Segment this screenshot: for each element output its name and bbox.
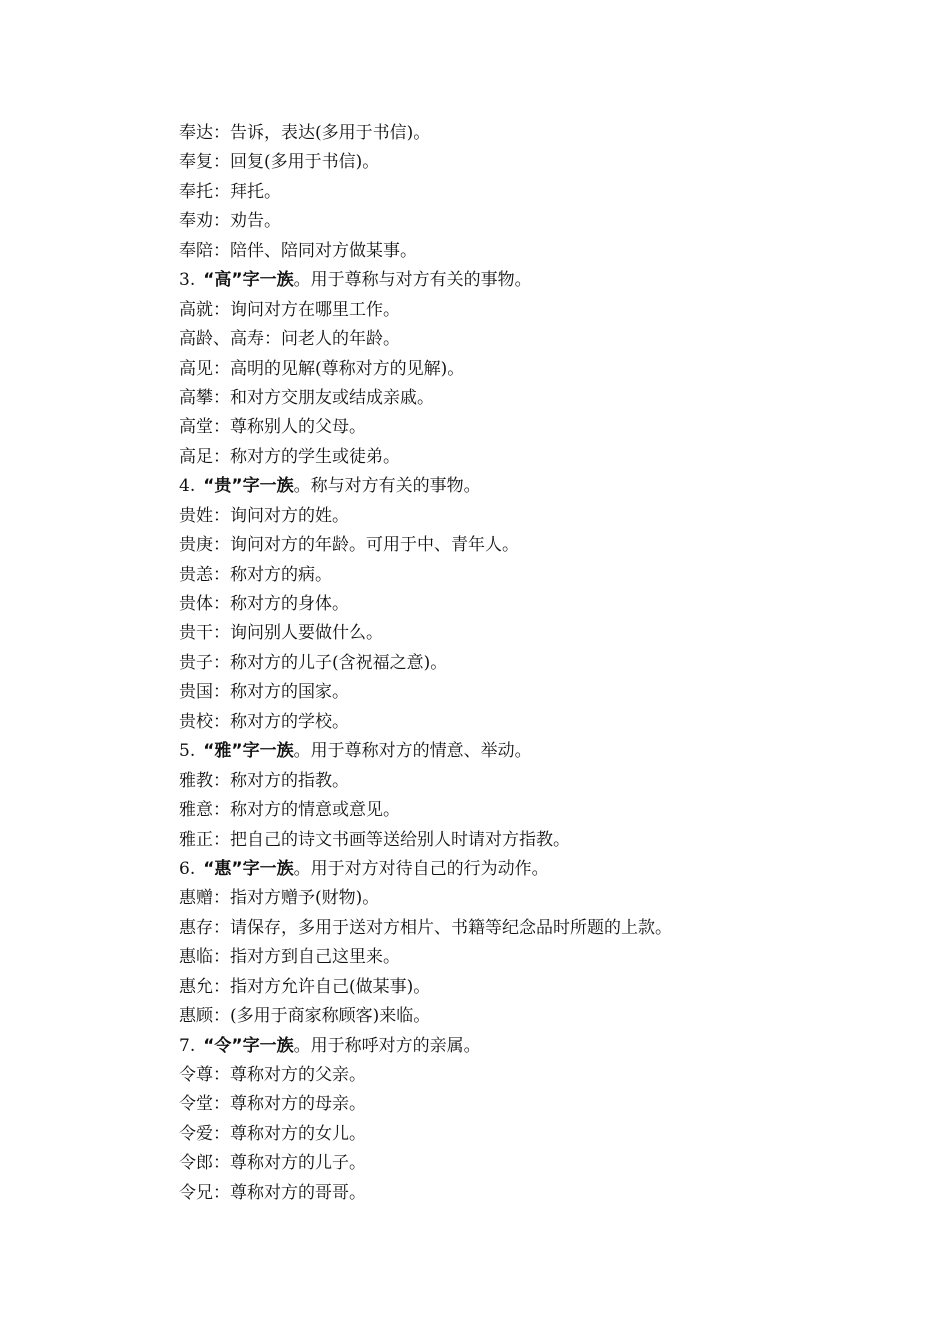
section-description: 。用于对方对待自己的行为动作。 <box>293 858 549 879</box>
section-number: 4. <box>179 476 196 497</box>
section-description: 。用于尊称与对方有关的事物。 <box>293 270 532 291</box>
definition-line: 贵姓：询问对方的姓。 <box>179 505 349 526</box>
definition-line: 惠临：指对方到自己这里来。 <box>179 947 400 968</box>
definition-line: 令尊：尊称对方的父亲。 <box>179 1065 366 1085</box>
definition-line: 贵子：称对方的儿子(含祝福之意)。 <box>179 652 448 673</box>
definition-line: 惠顾：(多用于商家称顾客)来临。 <box>179 1006 431 1027</box>
definition-line: 贵体：称对方的身体。 <box>179 594 349 614</box>
definition-line: 奉达：告诉，表达(多用于书信)。 <box>179 123 431 143</box>
definition-line: 高攀：和对方交朋友或结成亲戚。 <box>179 387 434 408</box>
section-description: 。用于称呼对方的亲属。 <box>293 1035 481 1056</box>
definition-line: 雅教：称对方的指教。 <box>179 770 349 791</box>
section-term: “高”字一族 <box>203 270 294 291</box>
definition-line: 高龄、高寿：问老人的年龄。 <box>179 329 400 350</box>
section-heading <box>179 1032 879 1061</box>
definition-line: 高见：高明的见解(尊称对方的见解)。 <box>179 358 465 379</box>
definition-line: 令堂：尊称对方的母亲。 <box>179 1094 366 1115</box>
section-number: 3. <box>179 270 196 291</box>
definition-line: 奉托：拜托。 <box>179 181 281 202</box>
definition-line: 高足：称对方的学生或徒弟。 <box>179 446 400 467</box>
definition-line: 雅意：称对方的情意或意见。 <box>179 800 400 821</box>
document-body <box>179 119 879 1208</box>
section-heading <box>179 737 879 766</box>
section-heading <box>179 472 879 501</box>
section-term: “雅”字一族 <box>203 741 294 762</box>
definition-line: 惠允：指对方允许自己(做某事)。 <box>179 976 431 997</box>
definition-line: 令爱：尊称对方的女儿。 <box>179 1123 366 1144</box>
definition-line: 贵庚：询问对方的年龄。可用于中、青年人。 <box>179 535 519 556</box>
section-description: 。用于尊称对方的情意、举动。 <box>293 741 532 762</box>
section-term: “惠”字一族 <box>203 858 294 879</box>
section-heading <box>179 266 879 295</box>
section-term: “令”字一族 <box>203 1035 294 1056</box>
definition-line: 高堂：尊称别人的父母。 <box>179 417 366 438</box>
definition-line: 令郎：尊称对方的儿子。 <box>179 1153 366 1174</box>
section-heading <box>179 855 879 884</box>
definition-line: 惠存：请保存，多用于送对方相片、书籍等纪念品时所题的上款。 <box>179 917 672 938</box>
definition-line: 雅正：把自己的诗文书画等送给别人时请对方指教。 <box>179 829 570 850</box>
section-number: 6. <box>179 858 196 879</box>
section-number: 5. <box>179 741 196 762</box>
definition-line: 惠赠：指对方赠予(财物)。 <box>179 888 380 909</box>
definition-line: 令兄：尊称对方的哥哥。 <box>179 1182 366 1203</box>
section-term: “贵”字一族 <box>203 476 294 497</box>
definition-line: 奉复：回复(多用于书信)。 <box>179 152 380 173</box>
definition-line: 贵干：询问别人要做什么。 <box>179 623 383 644</box>
definition-line: 高就：询问对方在哪里工作。 <box>179 299 400 320</box>
definition-line: 奉陪：陪伴、陪同对方做某事。 <box>179 240 417 261</box>
definition-line: 奉劝：劝告。 <box>179 211 281 232</box>
definition-line: 贵恙：称对方的病。 <box>179 564 332 585</box>
section-number: 7. <box>179 1035 196 1056</box>
section-description: 。称与对方有关的事物。 <box>293 476 481 497</box>
definition-line: 贵校：称对方的学校。 <box>179 711 349 732</box>
definition-line: 贵国：称对方的国家。 <box>179 682 349 703</box>
